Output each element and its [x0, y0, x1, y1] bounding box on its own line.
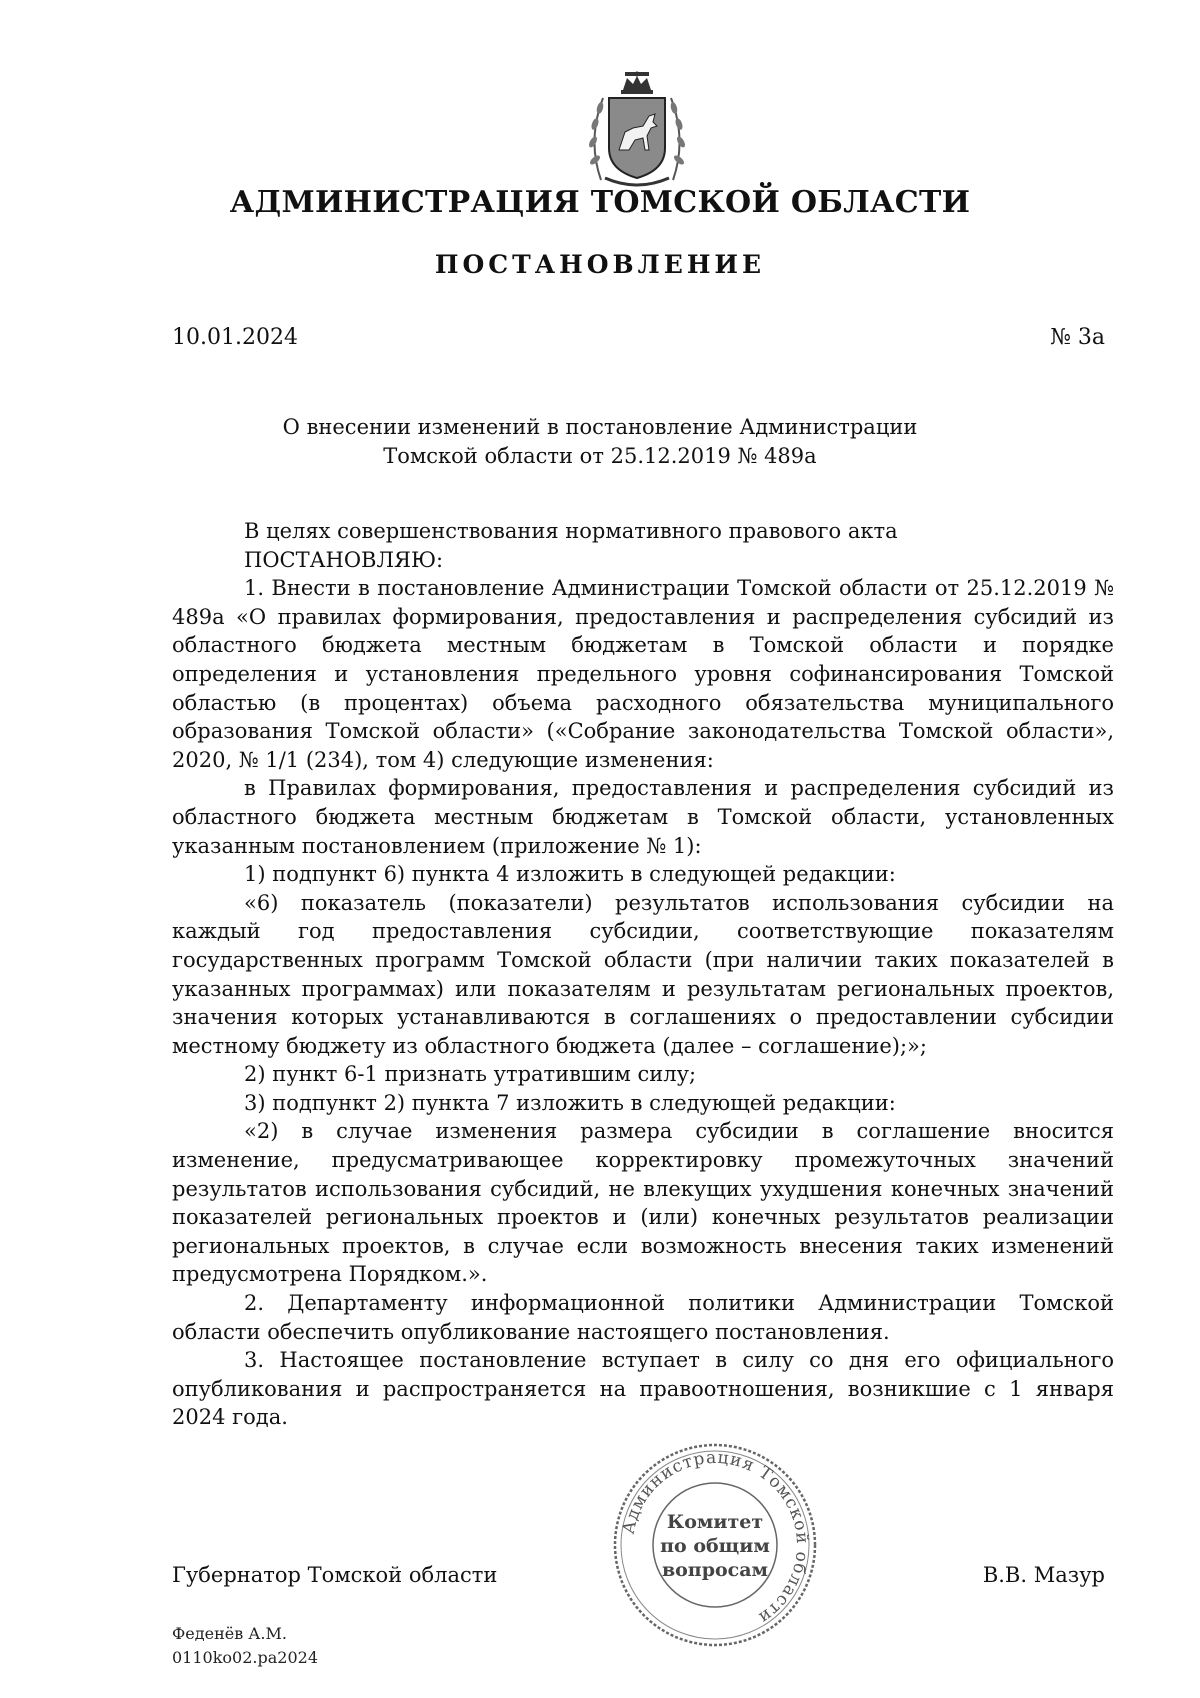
document-body [172, 517, 1114, 1432]
paragraph-rules: в Правилах формирования, предоставления и распределения субсидий из областного бюджета местным бюджетам в Томской области, установленных указанным постановлением (приложение № 1): [172, 776, 1114, 858]
document-date: 10.01.2024 [172, 325, 298, 350]
tomsk-coat-of-arms-icon [581, 70, 693, 192]
stamp-center-line-2: по общим [660, 1535, 770, 1557]
paragraph-quote-2: «2) в случае изменения размера субсидии в соглашение вносится изменение, предусматривающее корректировку промежуточных значений результатов использования субсидий, не влекущих ухудшения конечных значений показателей региональных проектов и (или) конечных результатов реализации региональных проектов, в случае если возможность внесения таких изменений предусмотрена Порядком.». [172, 1119, 1114, 1287]
document-number: № 3а [1050, 325, 1105, 350]
stamp-center-line-3: вопросам [661, 1559, 769, 1581]
paragraph-subitem-2: 2) пункт 6-1 признать утратившим силу; [244, 1062, 697, 1087]
subject-line-2: Томской области от 25.12.2019 № 489а [383, 444, 817, 468]
paragraph-item-2: 2. Департаменту информационной политики Администрации Томской области обеспечить опубликование настоящего постановления. [172, 1291, 1114, 1344]
executor-block [172, 1622, 318, 1670]
stamp-ring-text: Администрация Томской области [618, 1447, 813, 1629]
subject-line-1: О внесении изменений в постановление Администрации [282, 415, 918, 439]
paragraph-subitem-3: 3) подпункт 2) пункта 7 изложить в следующей редакции: [244, 1090, 896, 1115]
paragraph-item-3: 3. Настоящее постановление вступает в силу со дня его официального опубликования и распространяется на правоотношения, возникшие с 1 января 2024 года. [172, 1348, 1114, 1430]
signer-position: Губернатор Томской области [172, 1563, 498, 1587]
official-stamp [610, 1440, 820, 1650]
paragraph-subitem-1: 1) подпункт 6) пункта 4 изложить в следующей редакции: [244, 862, 896, 887]
paragraph-preamble: В целях совершенствования нормативного правового акта [244, 519, 898, 543]
file-code: 0110ko02.pa2024 [172, 1648, 318, 1667]
paragraph-resolve: ПОСТАНОВЛЯЮ: [244, 547, 444, 572]
stamp-center-line-1: Комитет [666, 1511, 764, 1533]
organization-title: АДМИНИСТРАЦИЯ ТОМСКОЙ ОБЛАСТИ [229, 185, 971, 220]
document-subject [0, 413, 1200, 471]
document-type: ПОСТАНОВЛЕНИЕ [434, 250, 766, 279]
paragraph-quote-6: «6) показатель (показатели) результатов использования субсидии на каждый год предоставления субсидии, соответствующие показателям государственных программ Томской области (при наличии таких показателей в указанных программах) или показателям и результатам региональных проектов, значения которых устанавливаются в соглашениях о предоставлении субсидии местному бюджету из областного бюджета (далее – соглашение);»; [172, 890, 1114, 1058]
signer-name: В.В. Мазур [982, 1563, 1105, 1587]
executor-name: Феденёв А.М. [172, 1624, 287, 1643]
paragraph-item-1: 1. Внести в постановление Администрации Томской области от 25.12.2019 № 489а «О правилах формирования, предоставления и распределения субсидий из областного бюджета местным бюджетам в Томской области и порядке определения и установления предельного уровня софинансирования Томской областью (в процентах) объема расходного обязательства муниципального образования Томской области» («Собрание законодательства Томской области», 2020, № 1/1 (234), том 4) следующие изменения: [172, 576, 1114, 772]
